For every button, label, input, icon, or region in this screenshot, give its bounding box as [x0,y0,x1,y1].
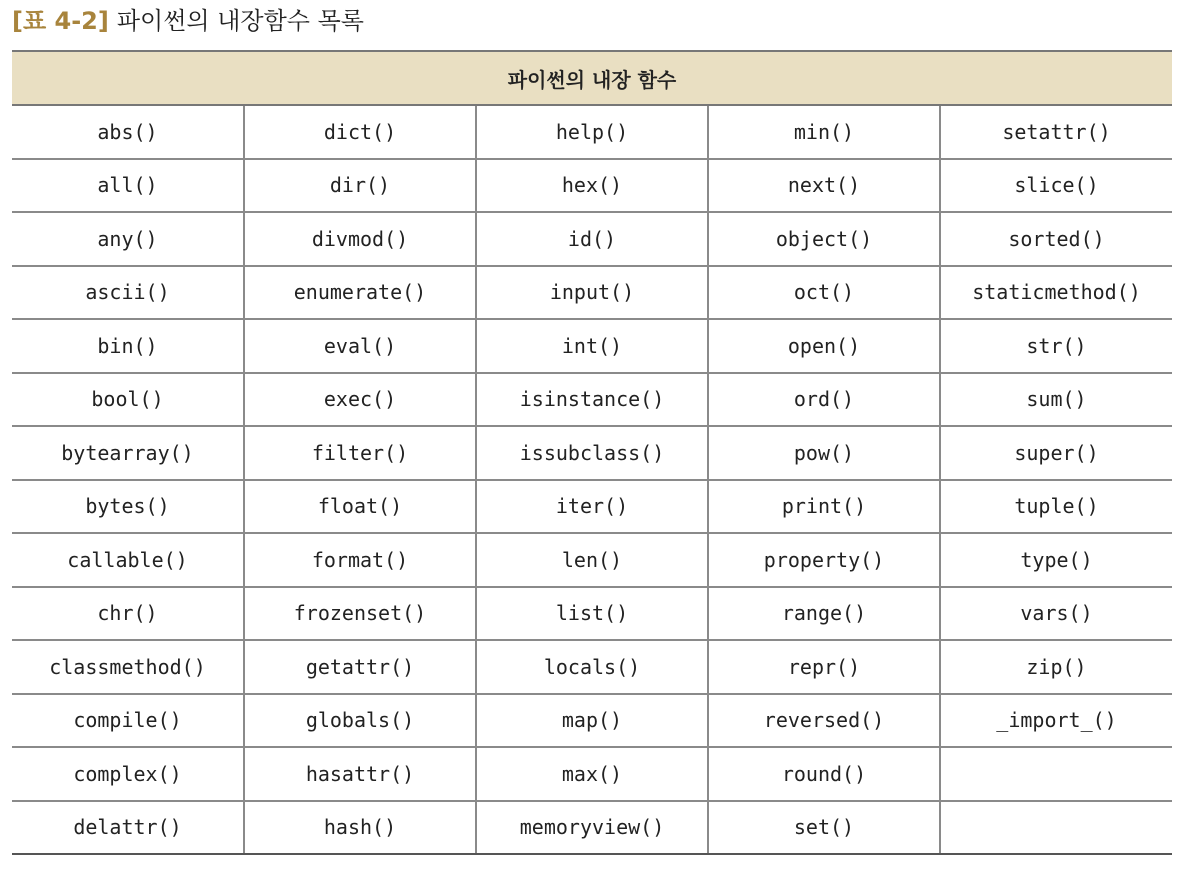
table-cell: float() [244,480,476,534]
table-cell: memoryview() [476,801,708,855]
table-cell: object() [708,212,940,266]
table-header-cell: 파이썬의 내장 함수 [12,51,1172,105]
table-cell: next() [708,159,940,213]
table-cell: round() [708,747,940,801]
table-cell: open() [708,319,940,373]
table-cell: min() [708,105,940,159]
table-cell: set() [708,801,940,855]
table-cell: complex() [12,747,244,801]
table-cell: map() [476,694,708,748]
table-cell: sorted() [940,212,1172,266]
table-cell: chr() [12,587,244,641]
table-row [12,426,1172,480]
table-cell: sum() [940,373,1172,427]
table-cell: bool() [12,373,244,427]
table-cell: super() [940,426,1172,480]
table-row [12,105,1172,159]
table-number-label: [표 4-2] [12,7,109,35]
table-cell [940,747,1172,801]
table-cell: repr() [708,640,940,694]
table-row [12,533,1172,587]
table-cell: exec() [244,373,476,427]
table-row [12,801,1172,855]
table-caption [12,4,364,38]
table-row [12,640,1172,694]
table-cell: all() [12,159,244,213]
table-cell: callable() [12,533,244,587]
table-cell: frozenset() [244,587,476,641]
table-cell: setattr() [940,105,1172,159]
builtin-functions-table [12,50,1172,855]
table-cell: property() [708,533,940,587]
table-cell: locals() [476,640,708,694]
table-cell: abs() [12,105,244,159]
table-row [12,480,1172,534]
table-cell: classmethod() [12,640,244,694]
table-cell: help() [476,105,708,159]
table-cell: len() [476,533,708,587]
table-cell: staticmethod() [940,266,1172,320]
table-row [12,319,1172,373]
table-cell: max() [476,747,708,801]
table-cell: bytes() [12,480,244,534]
table-cell: globals() [244,694,476,748]
table-cell: iter() [476,480,708,534]
table-body [12,105,1172,854]
table-cell: hasattr() [244,747,476,801]
table-cell: list() [476,587,708,641]
table-cell: id() [476,212,708,266]
table-cell: any() [12,212,244,266]
table-cell: ascii() [12,266,244,320]
table-cell: issubclass() [476,426,708,480]
table-row [12,694,1172,748]
table-cell: filter() [244,426,476,480]
table-cell: hex() [476,159,708,213]
table-cell: bin() [12,319,244,373]
table-cell: str() [940,319,1172,373]
table-cell: compile() [12,694,244,748]
table-cell: type() [940,533,1172,587]
table-row [12,747,1172,801]
table-cell: pow() [708,426,940,480]
table-cell: delattr() [12,801,244,855]
table-cell: isinstance() [476,373,708,427]
table-row [12,587,1172,641]
table-cell: dir() [244,159,476,213]
table-cell: dict() [244,105,476,159]
table-cell: _import_() [940,694,1172,748]
table-cell: divmod() [244,212,476,266]
table-cell [940,801,1172,855]
table-cell: getattr() [244,640,476,694]
table-cell: int() [476,319,708,373]
table-title: 파이썬의 내장함수 목록 [116,7,364,35]
table-cell: hash() [244,801,476,855]
table-cell: input() [476,266,708,320]
table-cell: print() [708,480,940,534]
table-cell: range() [708,587,940,641]
table-cell: oct() [708,266,940,320]
table-cell: bytearray() [12,426,244,480]
table-cell: tuple() [940,480,1172,534]
table-row [12,373,1172,427]
table-row [12,159,1172,213]
table-cell: eval() [244,319,476,373]
table-cell: vars() [940,587,1172,641]
table-row [12,266,1172,320]
table-header-row [12,51,1172,105]
table-cell: enumerate() [244,266,476,320]
table-cell: ord() [708,373,940,427]
table-cell: slice() [940,159,1172,213]
table-cell: reversed() [708,694,940,748]
table-row [12,212,1172,266]
table-cell: zip() [940,640,1172,694]
table-cell: format() [244,533,476,587]
